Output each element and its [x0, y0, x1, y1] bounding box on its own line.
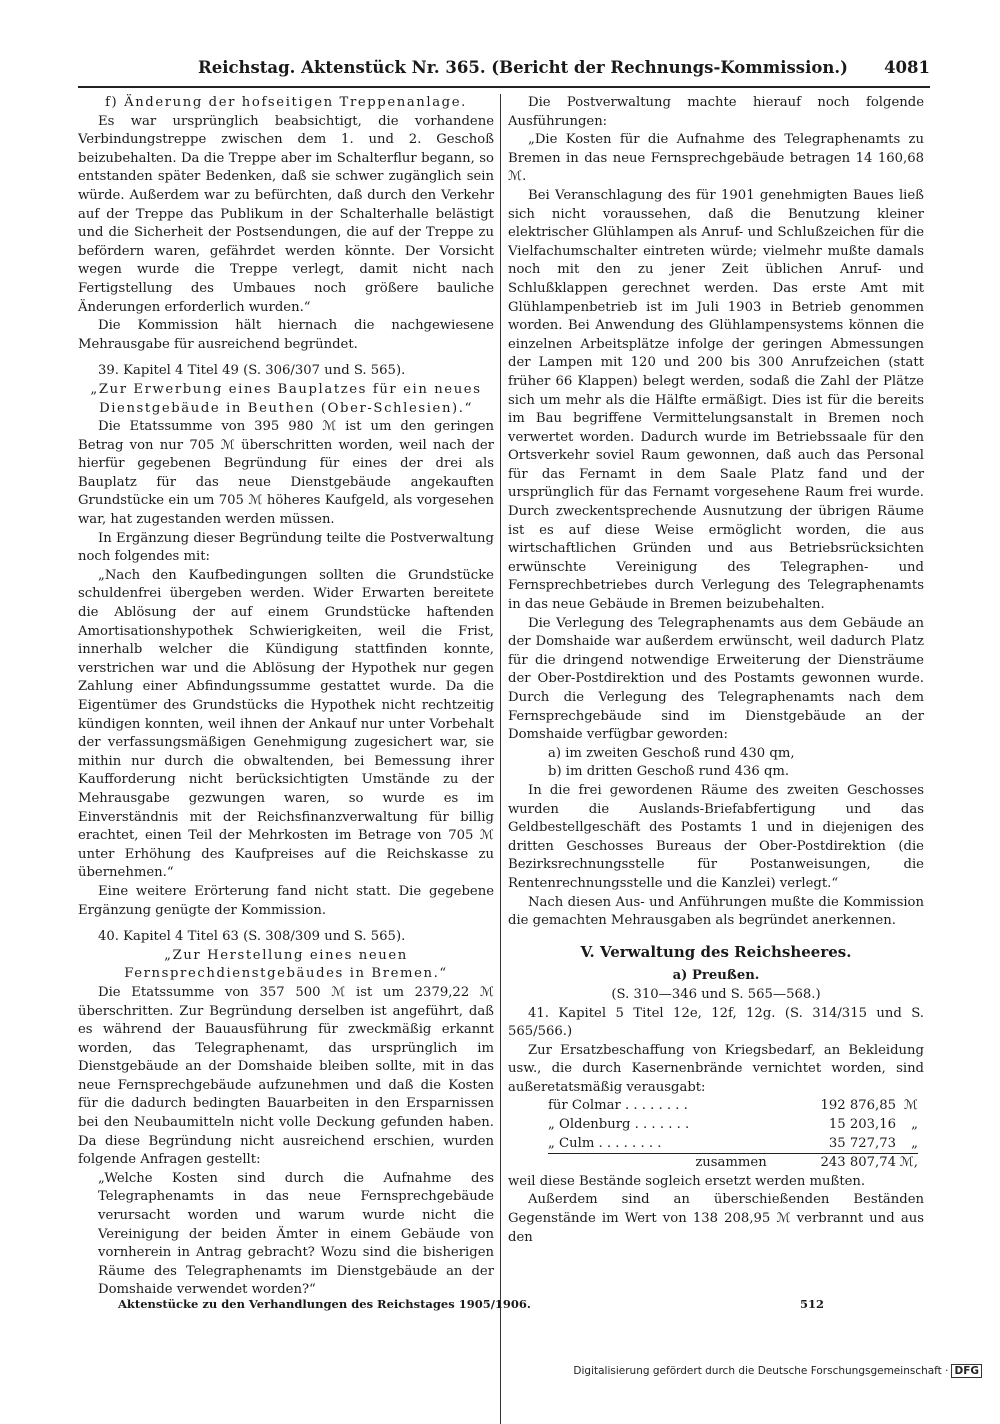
expense-unit: ℳ [903, 1098, 918, 1114]
section-after-2: Außerdem sind an überschießenden Beständen Gegenstände im Wert von 138 208,95 ℳ verbrannt und aus den [508, 1192, 924, 1245]
total-amount: 243 807,74 [775, 1154, 896, 1173]
item-41-heading: 41. Kapitel 5 Titel 12e, 12f, 12g. (S. 314/315 und S. 565/566.) [508, 1005, 924, 1040]
expense-label: „ Oldenburg . . . . . . . [548, 1117, 690, 1133]
paragraph: Die Postverwaltung machte hierauf noch folgende Ausführungen: [508, 95, 924, 129]
digitization-text: Digitalisierung gefördert durch die Deutsche Forschungsgemeinschaft · [573, 1365, 949, 1377]
column-divider [500, 94, 501, 1424]
digitization-note [573, 1364, 982, 1378]
spacer [78, 920, 494, 928]
footer-left: Aktenstücke zu den Verhandlungen des Reichstages 1905/1906. [118, 1297, 531, 1311]
expense-table [548, 1097, 918, 1172]
expense-amount: 15 203,16 [828, 1117, 896, 1133]
paragraph: In die frei gewordenen Räume des zweiten Geschosses wurden die Auslands-Briefabfertigung und das Geldbestellgeschäft des Postamts 1 und in diejenigen des dritten Geschosses Bureaus der Ober-Postdirektion (die Bezirksrechnungsstelle für Postanweisungen, die Rentenrechnungsstelle und die Kanzlei) verlegt.“ [508, 782, 924, 891]
expense-total-row [548, 1154, 918, 1173]
expense-amount: 35 727,73 [828, 1135, 896, 1151]
paragraph: 39. Kapitel 4 Titel 49 (S. 306/307 und S. 565). [98, 363, 406, 379]
expense-label: für Colmar . . . . . . . . [548, 1098, 688, 1114]
spacer [78, 354, 494, 362]
paragraph: „Welche Kosten sind durch die Aufnahme des Telegraphenamts in das neue Fernsprechgebäude verursacht worden und warum wurde nicht die Vereinigung der beiden Ämter in einem Gebäude von vornherein in Antrag gebracht? Wozu sind die bisherigen Räume des Telegraphenamts im Dienstgebäude an der Domshaide verwendet worden?“ [98, 1170, 494, 1298]
total-unit: ℳ, [896, 1154, 918, 1173]
section-after-1: weil diese Bestände sogleich ersetzt werden mußten. [508, 1173, 866, 1189]
expense-row [548, 1097, 918, 1116]
paragraph: Die Etatssumme von 395 980 ℳ ist um den geringen Betrag von nur 705 ℳ überschritten worden, weil nach der hierfür gegebenen Begründung für eines der drei als Bauplatz für das neue Dienstgebäude angekauften Grundstücke ein um 705 ℳ höheres Kaufgeld, als vorgesehen war, hat zugestanden werden müssen. [78, 419, 494, 528]
expense-unit: „ [911, 1117, 918, 1133]
total-label: zusammen [548, 1154, 775, 1173]
expense-row [548, 1135, 918, 1154]
item-title: „Zur Herstellung eines neuen Fernsprechdienstgebäudes in Bremen.“ [124, 947, 448, 982]
paragraph: „Die Kosten für die Aufnahme des Telegraphenamts zu Bremen in das neue Fernsprechgebäude betragen 14 160,68 ℳ. [508, 132, 924, 185]
expense-label: „ Culm . . . . . . . . [548, 1135, 662, 1151]
page-header [78, 56, 930, 84]
right-column-text [508, 94, 924, 931]
expense-amount: 192 876,85 [820, 1098, 896, 1114]
paragraph: b) im dritten Geschoß rund 436 qm. [548, 764, 790, 780]
item-41-intro: Zur Ersatzbeschaffung von Kriegsbedarf, an Bekleidung usw., die durch Kasernenbrände vernichtet worden, sind außeretatsmäßig verausgabt: [508, 1042, 924, 1095]
section-heading: V. Verwaltung des Reichsheeres. [580, 942, 852, 961]
paragraph: Es war ursprünglich beabsichtigt, die vorhandene Verbindungstreppe zwischen dem 1. und 2. Geschoß beizubehalten. Da die Treppe aber im Schalterflur begann, so entstanden später Bedenken, daß sie schwer zugänglich sein würde. Außerdem war zu befürchten, daß durch den Verkehr auf der Treppe das Publikum in der Schalterhalle belästigt und die Sicherheit der Postsendungen, die auf der Treppe zu befördern waren, gefährdet werden könnte. Der Vorsicht wegen wurde die Treppe verlegt, damit nicht nach Fertigstellung des Umbaues noch größere bauliche Änderungen erforderlich wurden.“ [78, 113, 494, 315]
section-subheading: a) Preußen. [672, 968, 760, 984]
right-column [508, 94, 924, 1247]
paragraph: a) im zweiten Geschoß rund 430 qm, [548, 745, 795, 761]
expense-unit: „ [911, 1135, 918, 1151]
section-pages: (S. 310—346 und S. 565—568.) [611, 986, 821, 1002]
paragraph: „Nach den Kaufbedingungen sollten die Grundstücke schuldenfrei übergeben werden. Wider Erwarten bereitete die Ablösung der auf einem Grundstücke haftenden Amortisationshypothek Schwierigkeiten, weil die Frist, innerhalb welcher die Kündigung stattfinden konnte, verstrichen war und die Ablösung der Hypothek nur gegen Zahlung einer Abfindungssumme gestattet wurde. Da die Eigentümer des Grundstücks die Hypothek nicht rechtzeitig kündigen konnten, weil ihnen der Ankauf nur unter Vorbehalt der verfassungsmäßigen Genehmigung zugesichert war, sie mithin nur durch die obwaltenden, bei Bemessung ihrer Kaufforderung nicht berücksichtigten Umstände zu der Mehrausgabe gezwungen waren, so wurde es im Einverständnis mit der Reichsfinanzverwaltung für billig erachtet, einen Teil der Mehrkosten im Betrage von 705 ℳ unter Erhöhung des Kaufpreises auf die Reichskasse zu übernehmen.“ [78, 567, 494, 881]
dfg-logo: DFG [951, 1364, 982, 1378]
paragraph: Die Verlegung des Telegraphenamts aus dem Gebäude an der Domshaide war außerdem erwünscht, weil dadurch Platz für die dringend notwendige Erweiterung der Diensträume der Ober-Postdirektion und des Postamts gewonnen wurde. Durch die Verlegung des Telegraphenamts nach dem Fernsprechgebäude sind im Dienstgebäude an der Domshaide verfügbar geworden: [508, 615, 924, 743]
header-rule [78, 86, 930, 88]
paragraph: Die Etatssumme von 357 500 ℳ ist um 2379,22 ℳ überschritten. Zur Begründung derselben ist angeführt, daß es während der Bauausführung für zweckmäßig erkannt worden, das Telegraphenamt, das ursprünglich im Dienstgebäude an der Domshaide bleiben sollte, mit in das neue Fernsprechgebäude aufzunehmen und daß die Kosten für die dadurch bedingten Bauarbeiten in den Ersparnissen bei den Neubaumitteln nicht volle Deckung gefunden haben. Da diese Begründung nicht ausreichend erschien, wurden folgende Anfragen gestellt: [78, 984, 494, 1168]
left-column [78, 94, 494, 1300]
paragraph: 40. Kapitel 4 Titel 63 (S. 308/309 und S. 565). [98, 929, 406, 945]
item-title: f) Änderung der hofseitigen Treppenanlage. [105, 95, 467, 110]
expense-row [548, 1116, 918, 1135]
paragraph: Die Kommission hält hiernach die nachgewiesene Mehrausgabe für ausreichend begründet. [78, 318, 494, 352]
header-title: Reichstag. Aktenstück Nr. 365. (Bericht der Rechnungs-Kommission.) [198, 58, 848, 77]
paragraph: Nach diesen Aus- und Anführungen mußte die Kommission die gemachten Mehrausgaben als begründet anerkennen. [508, 894, 924, 929]
page-number: 4081 [884, 58, 930, 77]
footer-right: 512 [800, 1297, 825, 1311]
paragraph: In Ergänzung dieser Begründung teilte die Postverwaltung noch folgendes mit: [78, 530, 494, 565]
paragraph: Eine weitere Erörterung fand nicht statt. Die gegebene Ergänzung genügte der Kommission. [78, 883, 494, 918]
paragraph: Bei Veranschlagung des für 1901 genehmigten Baues ließ sich nicht voraussehen, daß die Benutzung kleiner elektrischer Glühlampen als Anruf- und Schlußzeichen für die Vielfachumschalter eintreten würde; vielmehr mußte damals noch mit den zu jener Zeit üblichen Anruf- und Schlußklappen gerechnet werden. Das erste Amt mit Glühlampenbetrieb ist im Juli 1903 in Betrieb genommen worden. Bei Anwendung des Glühlampensystems können die einzelnen Arbeitsplätze infolge der geringen Abmessungen der Lampen mit 120 und 200 bis 300 Anrufzeichen (statt früher 66 Klappen) belegt werden, sodaß die Zahl der Plätze sich um mehr als die Hälfte ermäßigt. Dies ist für die bereits im Bau begriffene Vermittelungsanstalt in Bremen noch verwertet worden. Dadurch wurde im Betriebssaale für den Ortsverkehr soviel Raum gewonnen, daß auch das Personal für das Fernamt in dem Saale Platz fand und der ursprünglich für das Fernamt vorgesehene Raum frei wurde. Durch zweckentsprechende Ausnutzung der übrigen Räume ist es auf diese Weise ermöglicht worden, die aus wirtschaftlichen Gründen und aus Betriebsrücksichten erwünschte Vereinigung des Telegraphen- und Fernsprechbetriebes durch Verlegung des Telegraphenamts in das neue Gebäude in Bremen beizubehalten. [508, 187, 924, 613]
item-title: „Zur Erwerbung eines Bauplatzes für ein neues Dienstgebäude in Beuthen (Ober-Schlesien).“ [90, 381, 482, 416]
